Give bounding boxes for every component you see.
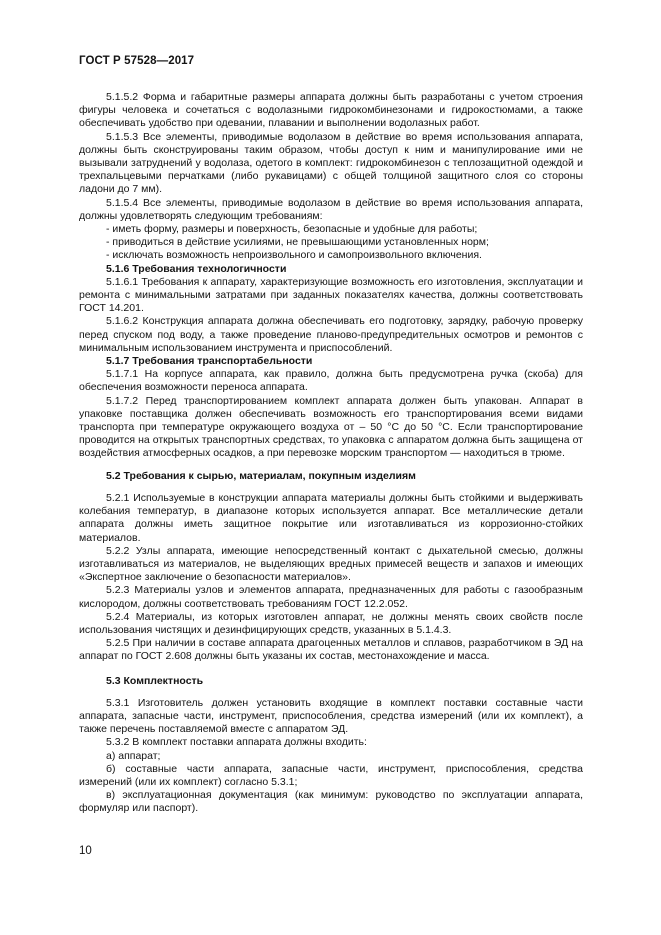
clause-5-1-5-3: 5.1.5.3 Все элементы, приводимые водолазом в действие во время использования аппарата, должны быть сконструированы таким образом, чтобы доступ к ним и манипулирование ими не вызывали затруднений у водолаза, одетого в комплект: гидрокомбинезон с теплозащитной одеждой и трехпальцевыми перчатками (либо рукавицами) с общей толщиной защитного слоя со стороны ладони до 7 мм).: [79, 130, 583, 196]
list-item-b: б) составные части аппарата, запасные части, инструмент, приспособления, средства измерений (или их комплект) согласно 5.3.1;: [79, 762, 583, 788]
clause-5-2-2: 5.2.2 Узлы аппарата, имеющие непосредственный контакт с дыхательной смесью, должны изготавливаться из материалов, не выделяющих вредных примесей веществ и запахов и имеющих «Экспертное заключение о безопасности материалов».: [79, 544, 583, 584]
heading-5-3: 5.3 Комплектность: [106, 674, 204, 687]
clause-5-2-1: 5.2.1 Используемые в конструкции аппарата материалы должны быть стойкими и выдерживать колебания температур, в диапазоне которых используется аппарат. Все металлические детали аппарата должны иметь защитное покрытие или изготавливаться из коррозионно-стойких материалов.: [79, 491, 583, 544]
clause-5-2-3: 5.2.3 Материалы узлов и элементов аппарата, предназначенных для работы с газообразным кислородом, должны соответствовать требованиям ГОСТ 12.2.052.: [79, 584, 583, 610]
document-body: [79, 91, 583, 816]
heading-5-1-6: 5.1.6 Требования технологичности: [106, 262, 287, 275]
clause-5-1-7-2: 5.1.7.2 Перед транспортированием комплект аппарата должен быть упакован. Аппарат в упаковке поставщика должен обеспечивать возможность его транспортирования всеми видами транспорта при температуре окружающего воздуха от – 50 °С до 50 °С. Если транспортирование проводится на открытых транспортных средствах, то упаковка с аппаратом должна быть защищена от воздействия атмосферных осадков, а при перевозке морским транспортом — находиться в трюме.: [79, 394, 583, 460]
heading-5-1-7: 5.1.7 Требования транспортабельности: [106, 355, 313, 368]
page-number: 10: [79, 845, 92, 857]
clause-5-2-5: 5.2.5 При наличии в составе аппарата драгоценных металлов и сплавов, разработчиком в ЭД на аппарат по ГОСТ 2.608 должны быть указаны их состав, местонахождение и масса.: [79, 637, 583, 663]
clause-5-2-4: 5.2.4 Материалы, из которых изготовлен аппарат, не должны менять своих свойств после использования чистящих и дезинфицирующих средств, указанных в 5.1.4.3.: [79, 610, 583, 636]
list-item-c: в) эксплуатационная документация (как минимум: руководство по эксплуатации аппарата, формуляр или паспорт).: [79, 789, 583, 815]
list-item: - исключать возможность непроизвольного и самопроизвольного включения.: [106, 249, 482, 262]
document-code-header: ГОСТ Р 57528—2017: [79, 55, 195, 67]
clause-5-1-6-1: 5.1.6.1 Требования к аппарату, характеризующие возможность его изготовления, эксплуатации и ремонта с минимальными затратами при заданных показателях качества, должны соответствовать ГОСТ 14.201.: [79, 275, 583, 315]
list-item-a: а) аппарат;: [106, 749, 161, 762]
clause-5-1-5-2: 5.1.5.2 Форма и габаритные размеры аппарата должны быть разработаны с учетом строения фигуры человека и сочетаться с водолазными гидрокомбинезонами и гидрокостюмами, а также обеспечивать удобство при одевании, плавании и выполнении водолазных работ.: [79, 91, 583, 130]
heading-5-2: 5.2 Требования к сырью, материалам, покупным изделиям: [106, 469, 416, 482]
clause-5-3-2: 5.3.2 В комплект поставки аппарата должны входить:: [106, 736, 367, 749]
list-item: - приводиться в действие усилиями, не превышающими установленных норм;: [106, 236, 489, 249]
list-item: - иметь форму, размеры и поверхность, безопасные и удобные для работы;: [106, 223, 478, 236]
clause-5-1-5-4: 5.1.5.4 Все элементы, приводимые водолазом в действие во время использования аппарата, должны удовлетворять следующим требованиям:: [79, 196, 583, 222]
clause-5-3-1: 5.3.1 Изготовитель должен установить входящие в комплект поставки составные части аппарата, запасные части, инструмент, приспособления, средства измерений (или их комплект), а также перечень поставляемой вместе с аппаратом ЭД.: [79, 696, 583, 736]
clause-5-1-7-1: 5.1.7.1 На корпусе аппарата, как правило, должна быть предусмотрена ручка (скоба) для обеспечения возможности переноса аппарата.: [79, 368, 583, 394]
clause-5-1-6-2: 5.1.6.2 Конструкция аппарата должна обеспечивать его подготовку, зарядку, рабочую проверку перед спуском под воду, а также проведение планово-предупредительных осмотров и ремонтов с минимальным использованием инструмента и приспособлений.: [79, 315, 583, 354]
